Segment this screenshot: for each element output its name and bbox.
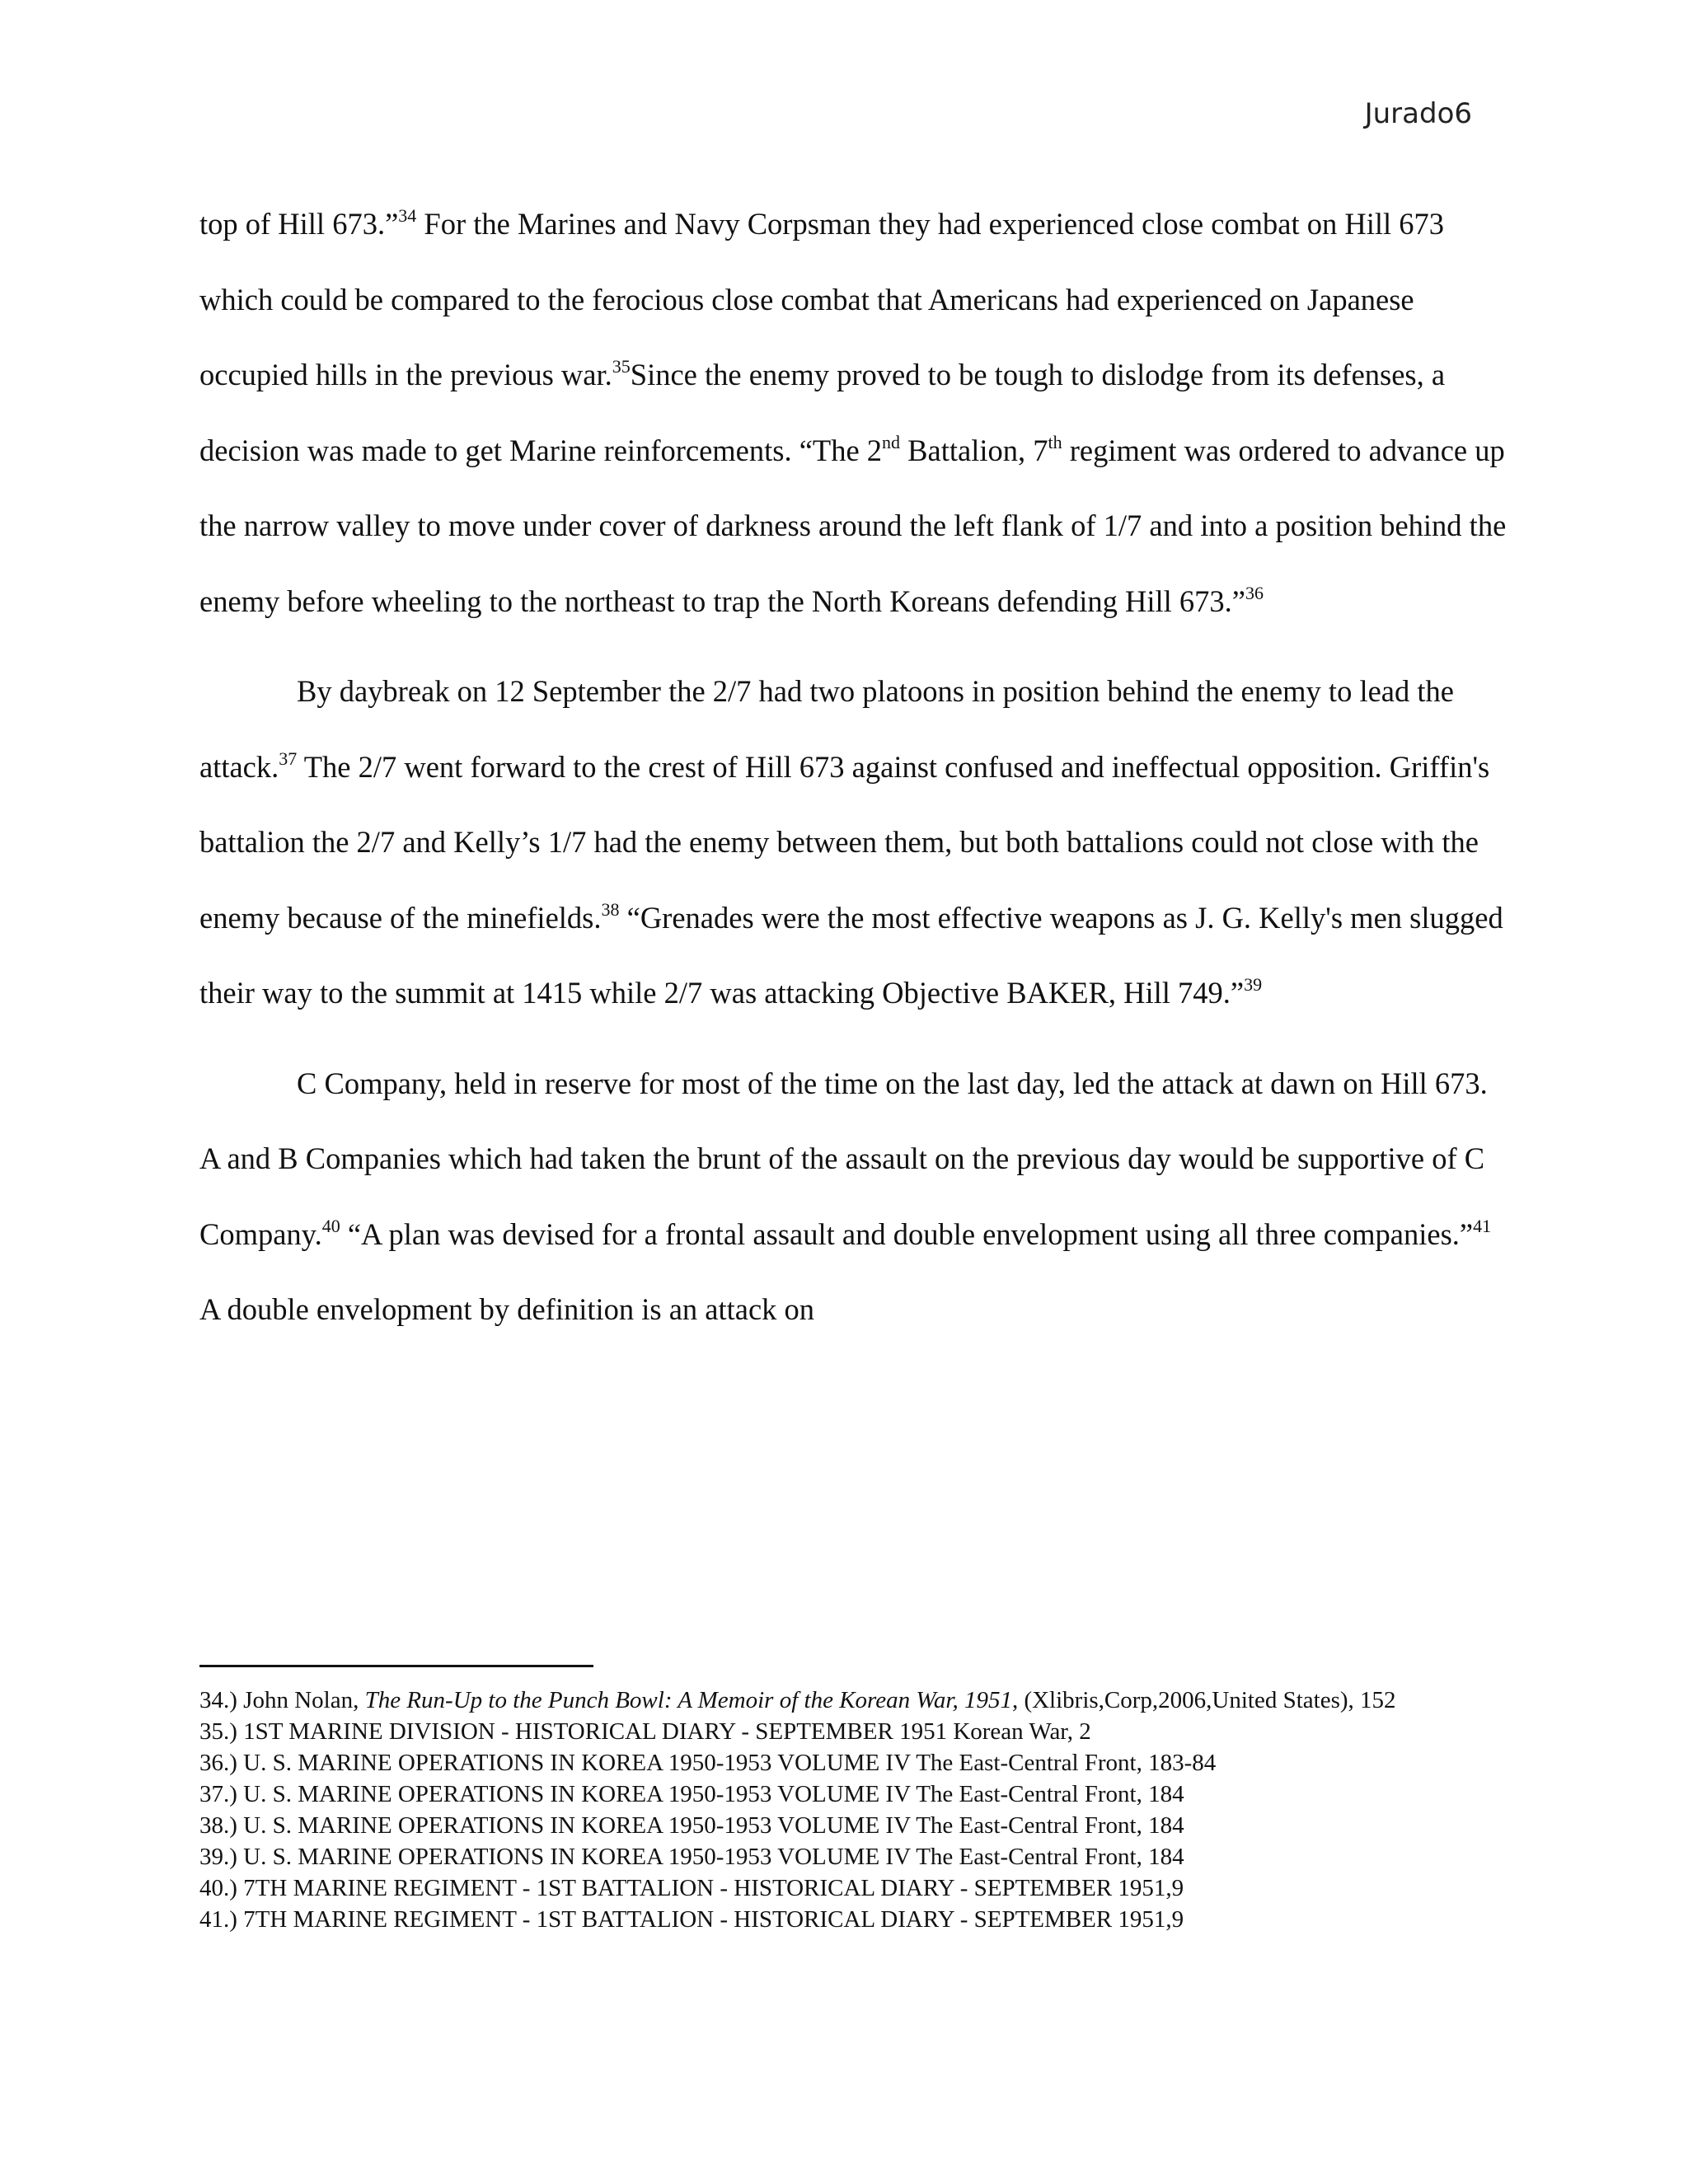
body-text (199, 186, 1512, 1347)
footnote-ref-41: 41 (1473, 1215, 1492, 1236)
footnote-38: 38.) U. S. MARINE OPERATIONS IN KOREA 1950-1953 VOLUME IV The East-Central Front, 184 (199, 1812, 1184, 1839)
footnote-ref-38: 38 (601, 898, 620, 920)
ordinal-suffix: th (1048, 431, 1062, 452)
footnote-34 (199, 1685, 1518, 1716)
text-run: By daybreak on 12 September the 2/7 had two platoons in position behind the enemy to lead the attack. (199, 674, 1454, 784)
paragraph-3 (199, 1046, 1512, 1347)
footnote-prefix: 34.) John Nolan, (199, 1687, 365, 1713)
footnote-ref-35: 35 (612, 356, 631, 377)
footnote-36: 36.) U. S. MARINE OPERATIONS IN KOREA 1950-1953 VOLUME IV The East-Central Front, 183-84 (199, 1750, 1217, 1776)
footnote-41: 41.) 7TH MARINE REGIMENT - 1ST BATTALION - HISTORICAL DIARY - SEPTEMBER 1951,9 (199, 1906, 1184, 1933)
footnote-37: 37.) U. S. MARINE OPERATIONS IN KOREA 1950-1953 VOLUME IV The East-Central Front, 184 (199, 1781, 1184, 1807)
footnote-35: 35.) 1ST MARINE DIVISION - HISTORICAL DIARY - SEPTEMBER 1951 Korean War, 2 (199, 1718, 1091, 1745)
text-run: The 2/7 went forward to the crest of Hill 673 against confused and ineffectual opposition. Griffin's battalion the 2/7 and Kelly’s 1/7 had the enemy between them, but both battalions could not close with the enemy because of the minefields. (199, 749, 1490, 935)
footnote-ref-37: 37 (279, 748, 298, 769)
footnote-separator (199, 1665, 593, 1667)
text-run: C Company, held in reserve for most of the time on the last day, led the attack at dawn on Hill 673. A and B Companies which had taken the brunt of the assault on the previous day would be supportive of C Company. (199, 1066, 1488, 1251)
text-run: top of Hill 673.” (199, 207, 399, 241)
page-header-label: Jurado6 (1364, 97, 1472, 130)
text-run: “Grenades were the most effective weapons as J. G. Kelly's men slugged their way to the summit at 1415 while 2/7 was attacking Objective BAKER, Hill 749.” (199, 900, 1503, 1010)
footnote-ref-34: 34 (398, 205, 417, 226)
ordinal-suffix: nd (882, 431, 901, 452)
footnote-source-title: The Run-Up to the Punch Bowl: A Memoir of the Korean War, 1951 (364, 1687, 1012, 1713)
text-run: Battalion, 7 (900, 433, 1048, 467)
footnote-suffix: , (Xlibris,Corp,2006,United States), 152 (1011, 1687, 1396, 1713)
text-run: A double envelopment by definition is an attack on (199, 1292, 815, 1326)
text-run: Since the enemy proved to be tough to dislodge from its defenses, a decision was made to get Marine reinforcements. “The 2 (199, 358, 1446, 467)
paragraph-2 (199, 654, 1512, 1031)
text-run: regiment was ordered to advance up the narrow valley to move under cover of darkness around the left flank of 1/7 and into a position behind the enemy before wheeling to the northeast to trap the North Koreans defending Hill 673.” (199, 433, 1507, 618)
paragraph-1 (199, 186, 1512, 639)
footnotes (199, 1685, 1518, 1935)
footnote-39: 39.) U. S. MARINE OPERATIONS IN KOREA 1950-1953 VOLUME IV The East-Central Front, 184 (199, 1844, 1184, 1870)
footnote-ref-36: 36 (1245, 582, 1264, 603)
footnote-ref-39: 39 (1244, 974, 1263, 995)
text-run: For the Marines and Navy Corpsman they had experienced close combat on Hill 673 which could be compared to the ferocious close combat that Americans had experienced on Japanese occupied hills in the previous war. (199, 207, 1445, 391)
text-run: “A plan was devised for a frontal assault and double envelopment using all three companies.” (340, 1216, 1474, 1251)
footnote-ref-40: 40 (321, 1215, 340, 1236)
footnote-40: 40.) 7TH MARINE REGIMENT - 1ST BATTALION - HISTORICAL DIARY - SEPTEMBER 1951,9 (199, 1875, 1184, 1901)
